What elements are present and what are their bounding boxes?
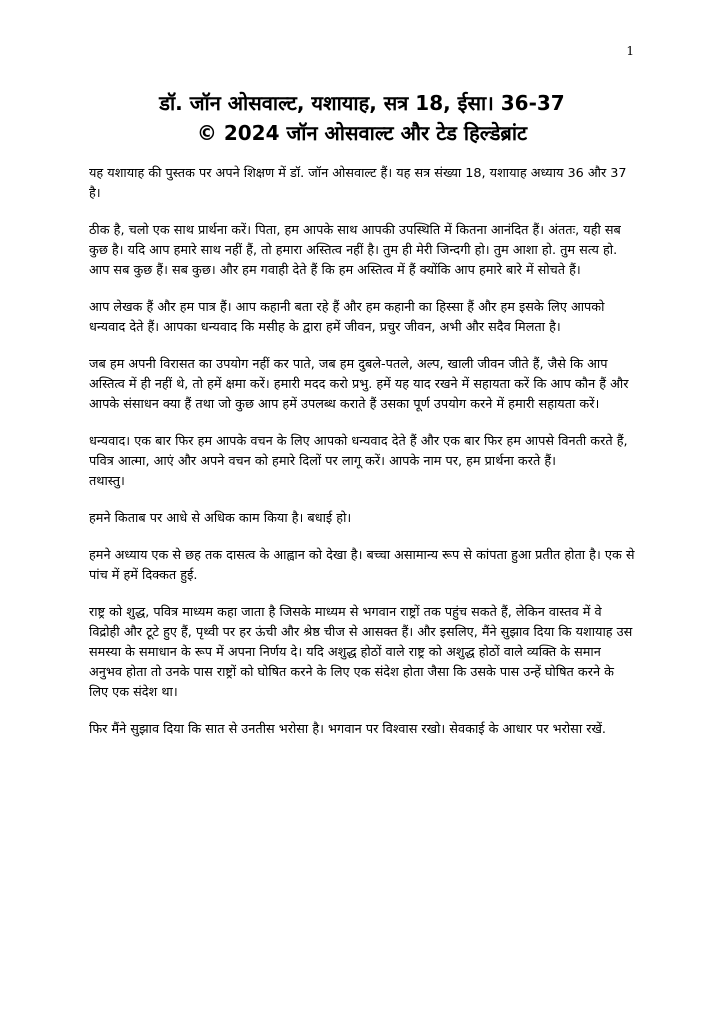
copyright-line: © 2024 जॉन ओसवाल्ट और टेड हिल्डेब्रांट xyxy=(196,121,528,145)
paragraph-prayer-opening: ठीक है, चलो एक साथ प्रार्थना करें। पिता, हम आपके साथ आपकी उपस्थिति में कितना आनंदित हैं। अंततः, यही सब कुछ है। यदि आप हमारे साथ नहीं हैं, तो हमारा अस्तित्व नहीं है। तुम ही मेरी जिन्दगी हो। तुम आशा हो. तुम सत्य हो. आप सब कुछ हैं। सब कुछ। और हम गवाही देते हैं कि हम अस्तित्व में हैं क्योंकि आप हमारे बारे में सोचते हैं। xyxy=(89,223,621,278)
paragraph-prayer-forgiveness: जब हम अपनी विरासत का उपयोग नहीं कर पाते, जब हम दुबले-पतले, अल्प, खाली जीवन जीते हैं, जैसे कि आप अस्तित्व में ही नहीं थे, तो हमें क्षमा करें। हमारी मदद करो प्रभु. हमें यह याद रखने में सहायता करें कि आप कौन हैं और आपके संसाधन क्या हैं तथा जो कुछ आप हमें उपलब्ध कराते हैं उसका पूर्ण उपयोग करने में हमारी सहायता करें। xyxy=(89,357,629,412)
paragraph-amen: तथास्तु। xyxy=(89,474,125,489)
document-header xyxy=(60,88,664,148)
paragraph-chapters-review: हमने अध्याय एक से छह तक दासत्व के आह्वान को देखा है। बच्चा असामान्य रूप से कांपता हुआ प्रतीत होता है। एक से पांच में हमें दिक्कत हुई. xyxy=(89,548,635,583)
paragraph-progress: हमने किताब पर आधे से अधिक काम किया है। बधाई हो। xyxy=(89,511,352,526)
paragraph-trust: फिर मैंने सुझाव दिया कि सात से उनतीस भरोसा है। भगवान पर विश्वास रखो। सेवकाई के आधार पर भरोसा रखें. xyxy=(89,722,606,737)
document-title: डॉ. जॉन ओसवाल्ट, यशायाह, सत्र 18, ईसा। 36-37 xyxy=(159,91,565,115)
document-body xyxy=(89,164,636,757)
page-number: 1 xyxy=(626,44,634,58)
paragraph-prayer-thanks: धन्यवाद। एक बार फिर हम आपके वचन के लिए आपको धन्यवाद देते हैं और एक बार फिर हम आपसे विनती करते हैं, पवित्र आत्मा, आएं और अपने वचन को हमारे दिलों पर लागू करें। आपके नाम पर, हम प्रार्थना करते हैं। xyxy=(89,434,628,469)
paragraph-prayer-author: आप लेखक हैं और हम पात्र हैं। आप कहानी बता रहे हैं और हम कहानी का हिस्सा हैं और हम इसके लिए आपको धन्यवाद देते हैं। आपका धन्यवाद कि मसीह के द्वारा हमें जीवन, प्रचुर जीवन, अभी और सदैव मिलता है। xyxy=(89,300,605,335)
paragraph-intro: यह यशायाह की पुस्तक पर अपने शिक्षण में डॉ. जॉन ओसवाल्ट हैं। यह सत्र संख्या 18, यशायाह अध्याय 36 और 37 है। xyxy=(89,166,627,201)
paragraph-nation: राष्ट्र को शुद्ध, पवित्र माध्यम कहा जाता है जिसके माध्यम से भगवान राष्ट्रों तक पहुंच सकते हैं, लेकिन वास्तव में वे विद्रोही और टूटे हुए हैं, पृथ्वी पर हर ऊंची और श्रेष्ठ चीज से आसक्त हैं। और इसलिए, मैंने सुझाव दिया कि यशायाह उस समस्या के समाधान के रूप में अपना निर्णय दे। यदि अशुद्ध होठों वाले राष्ट्र को अशुद्ध होठों वाले व्यक्ति के समान अनुभव होता तो उनके पास राष्ट्रों को घोषित करने के लिए एक संदेश होता जैसा कि उसके पास उन्हें घोषित करने के लिए एक संदेश था। xyxy=(89,605,633,700)
